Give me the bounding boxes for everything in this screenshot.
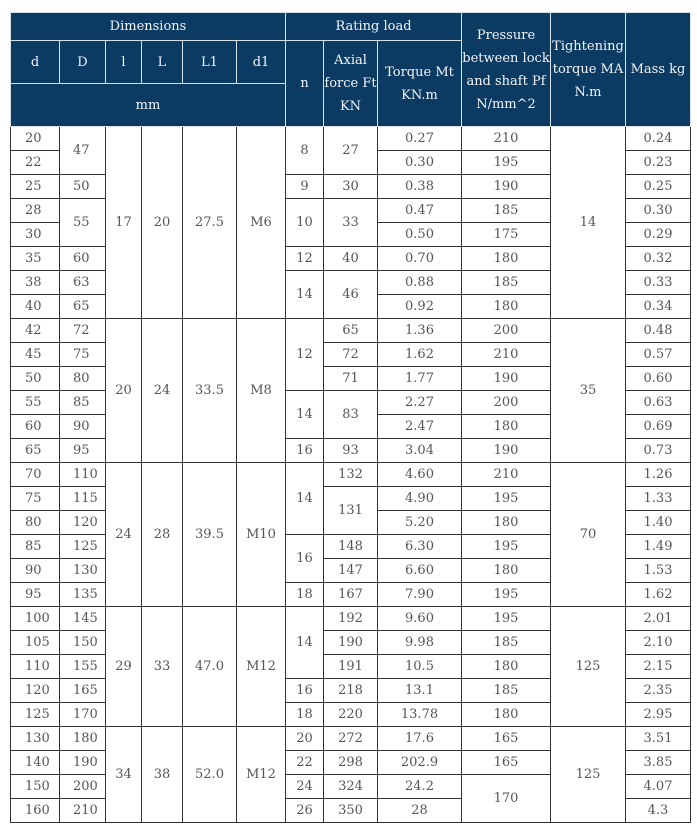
header-d1: d1 (237, 41, 286, 84)
cell-pressure: 180 (462, 703, 551, 727)
cell-d: 160 (11, 799, 60, 823)
header-d: d (11, 41, 60, 84)
cell-axial-force: 147 (324, 559, 378, 583)
cell-torque: 0.30 (378, 151, 462, 175)
cell-d1: M10 (237, 463, 286, 607)
cell-d: 38 (11, 271, 60, 295)
cell-mass: 2.35 (626, 679, 691, 703)
cell-D: 120 (60, 511, 106, 535)
cell-axial-force: 33 (324, 199, 378, 247)
cell-torque: 13.78 (378, 703, 462, 727)
cell-axial-force: 46 (324, 271, 378, 319)
cell-mass: 0.57 (626, 343, 691, 367)
cell-axial-force: 220 (324, 703, 378, 727)
cell-D: 130 (60, 559, 106, 583)
cell-mass: 1.62 (626, 583, 691, 607)
cell-n: 16 (286, 535, 324, 583)
cell-axial-force: 83 (324, 391, 378, 439)
cell-n: 14 (286, 271, 324, 319)
cell-n: 18 (286, 583, 324, 607)
cell-d: 42 (11, 319, 60, 343)
cell-d: 95 (11, 583, 60, 607)
cell-d: 140 (11, 751, 60, 775)
cell-torque: 2.47 (378, 415, 462, 439)
cell-pressure: 180 (462, 655, 551, 679)
cell-D: 155 (60, 655, 106, 679)
cell-D: 135 (60, 583, 106, 607)
cell-mass: 1.49 (626, 535, 691, 559)
cell-n: 9 (286, 175, 324, 199)
cell-pressure: 195 (462, 487, 551, 511)
cell-pressure: 165 (462, 727, 551, 751)
cell-torque: 0.92 (378, 295, 462, 319)
cell-axial-force: 218 (324, 679, 378, 703)
cell-pressure: 180 (462, 559, 551, 583)
cell-L1: 27.5 (183, 127, 237, 319)
cell-D: 50 (60, 175, 106, 199)
cell-pressure: 210 (462, 463, 551, 487)
cell-pressure: 195 (462, 583, 551, 607)
cell-axial-force: 71 (324, 367, 378, 391)
cell-d: 125 (11, 703, 60, 727)
cell-d: 150 (11, 775, 60, 799)
cell-pressure: 185 (462, 199, 551, 223)
header-axial-force: Axial force Ft KN (324, 41, 378, 127)
cell-axial-force: 72 (324, 343, 378, 367)
cell-D: 180 (60, 727, 106, 751)
cell-d1: M6 (237, 127, 286, 319)
cell-torque: 6.30 (378, 535, 462, 559)
cell-mass: 2.95 (626, 703, 691, 727)
cell-d: 22 (11, 151, 60, 175)
cell-mass: 3.85 (626, 751, 691, 775)
cell-d: 25 (11, 175, 60, 199)
header-torque: Torque Mt KN.m (378, 41, 462, 127)
header-D: D (60, 41, 106, 84)
table-row (11, 319, 691, 343)
cell-pressure: 200 (462, 391, 551, 415)
cell-pressure: 210 (462, 343, 551, 367)
cell-torque: 5.20 (378, 511, 462, 535)
cell-mass: 0.60 (626, 367, 691, 391)
cell-torque: 28 (378, 799, 462, 823)
cell-n: 14 (286, 463, 324, 535)
cell-torque: 4.90 (378, 487, 462, 511)
cell-D: 210 (60, 799, 106, 823)
cell-torque: 2.27 (378, 391, 462, 415)
cell-mass: 0.25 (626, 175, 691, 199)
cell-D: 115 (60, 487, 106, 511)
cell-D: 150 (60, 631, 106, 655)
header-n: n (286, 41, 324, 127)
cell-D: 55 (60, 199, 106, 247)
cell-pressure: 170 (462, 775, 551, 823)
cell-mass: 4.07 (626, 775, 691, 799)
cell-D: 110 (60, 463, 106, 487)
cell-D: 63 (60, 271, 106, 295)
cell-mass: 0.33 (626, 271, 691, 295)
cell-axial-force: 324 (324, 775, 378, 799)
cell-pressure: 180 (462, 415, 551, 439)
cell-n: 14 (286, 391, 324, 439)
header-L1: L1 (183, 41, 237, 84)
cell-d: 130 (11, 727, 60, 751)
cell-L: 28 (142, 463, 183, 607)
cell-torque: 6.60 (378, 559, 462, 583)
cell-d: 20 (11, 127, 60, 151)
cell-d: 100 (11, 607, 60, 631)
cell-D: 85 (60, 391, 106, 415)
cell-l: 20 (106, 319, 142, 463)
cell-n: 20 (286, 727, 324, 751)
cell-mass: 0.63 (626, 391, 691, 415)
cell-mass: 0.48 (626, 319, 691, 343)
cell-torque: 3.04 (378, 439, 462, 463)
cell-n: 12 (286, 319, 324, 391)
header-mass: Mass kg (626, 13, 691, 127)
cell-torque: 7.90 (378, 583, 462, 607)
cell-d: 65 (11, 439, 60, 463)
cell-d: 40 (11, 295, 60, 319)
cell-torque: 1.77 (378, 367, 462, 391)
cell-axial-force: 350 (324, 799, 378, 823)
cell-mass: 1.53 (626, 559, 691, 583)
cell-torque: 0.38 (378, 175, 462, 199)
cell-d: 30 (11, 223, 60, 247)
cell-D: 60 (60, 247, 106, 271)
cell-D: 190 (60, 751, 106, 775)
cell-L1: 33.5 (183, 319, 237, 463)
cell-D: 95 (60, 439, 106, 463)
cell-D: 170 (60, 703, 106, 727)
cell-l: 17 (106, 127, 142, 319)
cell-d: 50 (11, 367, 60, 391)
cell-mass: 0.30 (626, 199, 691, 223)
cell-pressure: 185 (462, 631, 551, 655)
cell-mass: 1.40 (626, 511, 691, 535)
cell-D: 72 (60, 319, 106, 343)
header-unit-mm: mm (11, 84, 286, 127)
table-row (11, 607, 691, 631)
cell-axial-force: 65 (324, 319, 378, 343)
cell-mass: 3.51 (626, 727, 691, 751)
cell-mass: 0.69 (626, 415, 691, 439)
cell-d: 60 (11, 415, 60, 439)
cell-mass: 2.10 (626, 631, 691, 655)
cell-pressure: 190 (462, 175, 551, 199)
cell-torque: 0.50 (378, 223, 462, 247)
cell-torque: 1.62 (378, 343, 462, 367)
cell-L: 33 (142, 607, 183, 727)
cell-D: 47 (60, 127, 106, 175)
cell-torque: 202.9 (378, 751, 462, 775)
specs-table (10, 12, 691, 823)
cell-axial-force: 191 (324, 655, 378, 679)
header-L: L (142, 41, 183, 84)
cell-n: 8 (286, 127, 324, 175)
header-l: l (106, 41, 142, 84)
cell-mass: 0.34 (626, 295, 691, 319)
cell-pressure: 190 (462, 439, 551, 463)
cell-l: 29 (106, 607, 142, 727)
cell-d: 85 (11, 535, 60, 559)
cell-mass: 0.29 (626, 223, 691, 247)
cell-D: 200 (60, 775, 106, 799)
cell-D: 90 (60, 415, 106, 439)
cell-L: 38 (142, 727, 183, 823)
cell-torque: 1.36 (378, 319, 462, 343)
cell-axial-force: 192 (324, 607, 378, 631)
cell-L: 20 (142, 127, 183, 319)
cell-pressure: 180 (462, 511, 551, 535)
cell-mass: 4.3 (626, 799, 691, 823)
cell-L: 24 (142, 319, 183, 463)
cell-l: 34 (106, 727, 142, 823)
cell-d1: M12 (237, 607, 286, 727)
table-row (11, 127, 691, 151)
cell-pressure: 175 (462, 223, 551, 247)
cell-axial-force: 40 (324, 247, 378, 271)
cell-torque: 17.6 (378, 727, 462, 751)
cell-torque: 24.2 (378, 775, 462, 799)
cell-axial-force: 272 (324, 727, 378, 751)
cell-D: 145 (60, 607, 106, 631)
cell-D: 75 (60, 343, 106, 367)
cell-d: 70 (11, 463, 60, 487)
cell-mass: 1.33 (626, 487, 691, 511)
cell-axial-force: 132 (324, 463, 378, 487)
cell-n: 26 (286, 799, 324, 823)
cell-pressure: 185 (462, 271, 551, 295)
cell-n: 16 (286, 679, 324, 703)
cell-mass: 0.23 (626, 151, 691, 175)
cell-torque: 9.98 (378, 631, 462, 655)
cell-d: 55 (11, 391, 60, 415)
cell-L1: 52.0 (183, 727, 237, 823)
table-row (11, 463, 691, 487)
cell-tightening-torque: 125 (551, 607, 626, 727)
cell-d: 105 (11, 631, 60, 655)
cell-pressure: 180 (462, 247, 551, 271)
cell-n: 18 (286, 703, 324, 727)
cell-tightening-torque: 14 (551, 127, 626, 319)
cell-mass: 1.26 (626, 463, 691, 487)
cell-d1: M12 (237, 727, 286, 823)
cell-tightening-torque: 70 (551, 463, 626, 607)
cell-axial-force: 148 (324, 535, 378, 559)
cell-torque: 0.70 (378, 247, 462, 271)
cell-torque: 0.27 (378, 127, 462, 151)
header-pressure: Pressure between lock and shaft Pf N/mm^2 (462, 13, 551, 127)
cell-d: 35 (11, 247, 60, 271)
cell-torque: 10.5 (378, 655, 462, 679)
cell-D: 125 (60, 535, 106, 559)
cell-torque: 9.60 (378, 607, 462, 631)
cell-tightening-torque: 35 (551, 319, 626, 463)
cell-mass: 2.15 (626, 655, 691, 679)
cell-D: 165 (60, 679, 106, 703)
cell-mass: 0.32 (626, 247, 691, 271)
cell-mass: 2.01 (626, 607, 691, 631)
cell-mass: 0.73 (626, 439, 691, 463)
cell-D: 80 (60, 367, 106, 391)
cell-d: 90 (11, 559, 60, 583)
cell-axial-force: 30 (324, 175, 378, 199)
cell-pressure: 185 (462, 679, 551, 703)
cell-pressure: 195 (462, 151, 551, 175)
cell-L1: 39.5 (183, 463, 237, 607)
cell-n: 22 (286, 751, 324, 775)
cell-torque: 4.60 (378, 463, 462, 487)
cell-d: 80 (11, 511, 60, 535)
cell-d: 110 (11, 655, 60, 679)
cell-pressure: 165 (462, 751, 551, 775)
cell-axial-force: 190 (324, 631, 378, 655)
cell-n: 10 (286, 199, 324, 247)
cell-torque: 13.1 (378, 679, 462, 703)
cell-pressure: 195 (462, 535, 551, 559)
cell-axial-force: 298 (324, 751, 378, 775)
cell-axial-force: 131 (324, 487, 378, 535)
cell-axial-force: 93 (324, 439, 378, 463)
cell-D: 65 (60, 295, 106, 319)
cell-n: 14 (286, 607, 324, 679)
cell-pressure: 195 (462, 607, 551, 631)
cell-L1: 47.0 (183, 607, 237, 727)
cell-n: 24 (286, 775, 324, 799)
cell-d: 28 (11, 199, 60, 223)
header-dimensions: Dimensions (11, 13, 286, 41)
cell-tightening-torque: 125 (551, 727, 626, 823)
cell-n: 16 (286, 439, 324, 463)
cell-axial-force: 27 (324, 127, 378, 175)
cell-torque: 0.88 (378, 271, 462, 295)
cell-pressure: 190 (462, 367, 551, 391)
cell-d: 75 (11, 487, 60, 511)
cell-pressure: 180 (462, 295, 551, 319)
cell-axial-force: 167 (324, 583, 378, 607)
table-row (11, 727, 691, 751)
cell-mass: 0.24 (626, 127, 691, 151)
cell-d: 45 (11, 343, 60, 367)
cell-l: 24 (106, 463, 142, 607)
header-tightening-torque: Tightening torque MA N.m (551, 13, 626, 127)
cell-pressure: 200 (462, 319, 551, 343)
cell-n: 12 (286, 247, 324, 271)
header-rating-load: Rating load (286, 13, 462, 41)
cell-pressure: 210 (462, 127, 551, 151)
cell-d1: M8 (237, 319, 286, 463)
cell-d: 120 (11, 679, 60, 703)
cell-torque: 0.47 (378, 199, 462, 223)
